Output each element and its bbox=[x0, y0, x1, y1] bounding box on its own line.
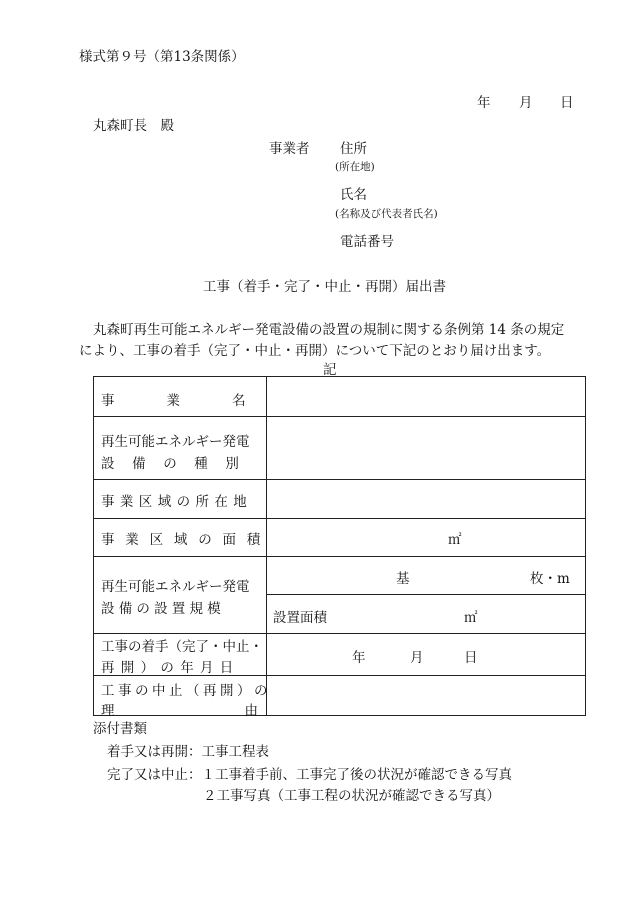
ki-heading: 記 bbox=[323, 362, 337, 378]
row-equipment-type-label-2: 設備の種別 bbox=[101, 456, 257, 472]
row-date-label-1: 工事の着手（完了・中止・ bbox=[101, 639, 263, 655]
date-day: 日 bbox=[464, 650, 478, 666]
attachments-heading: 添付書類 bbox=[93, 721, 147, 737]
notification-table bbox=[93, 376, 586, 719]
date-year: 年 bbox=[352, 650, 366, 666]
address-label: 住所 bbox=[340, 141, 367, 157]
row-reason-label-2: 理由 bbox=[101, 703, 388, 719]
scale-units-panels: 枚・m bbox=[530, 571, 570, 587]
row-project-name-label bbox=[101, 389, 298, 409]
row-reason-label-2-wrap bbox=[101, 699, 388, 719]
row-scale-label-2: 設備の設置規模 bbox=[101, 601, 225, 617]
row-scale-label-1: 再生可能エネルギー発電 bbox=[101, 579, 250, 595]
header-day: 日 bbox=[560, 95, 574, 111]
form-number: 様式第９号（第13条関係） bbox=[79, 49, 245, 65]
body-line-1: 丸森町再生可能エネルギー発電設備の設置の規制に関する条例第 14 条の規定 bbox=[93, 322, 565, 338]
name-label: 氏名 bbox=[340, 187, 367, 203]
reason-input[interactable] bbox=[267, 676, 585, 715]
attachment-item-3: ２工事写真（工事工程の状況が確認できる写真） bbox=[203, 788, 500, 804]
attachment-item-2: 完了又は中止：１工事着手前、工事完了後の状況が確認できる写真 bbox=[107, 767, 512, 783]
row-area-label: 事業区域の面積 bbox=[101, 532, 272, 548]
scale-units-base: 基 bbox=[396, 571, 410, 587]
applicant-label: 事業者 bbox=[269, 141, 310, 157]
project-name-input[interactable] bbox=[267, 377, 585, 416]
phone-label: 電話番号 bbox=[340, 234, 394, 250]
date-month: 月 bbox=[410, 650, 424, 666]
equipment-type-input[interactable] bbox=[267, 417, 585, 479]
addressee: 丸森町長 殿 bbox=[93, 118, 174, 134]
location-input[interactable] bbox=[267, 480, 585, 518]
row-date-label-2: 再開）の年月日 bbox=[101, 660, 240, 676]
body-line-2: により、工事の着手（完了・中止・再開）について下記のとおり届け出ます。 bbox=[79, 343, 551, 359]
row-reason-label-1: 工事の中止（再開）の bbox=[101, 683, 271, 699]
address-note: (所在地) bbox=[335, 161, 375, 173]
name-note: (名称及び代表者氏名) bbox=[335, 208, 438, 220]
area-unit: ㎡ bbox=[448, 532, 462, 548]
header-year: 年 bbox=[477, 95, 491, 111]
document-title: 工事（着手・完了・中止・再開）届出書 bbox=[203, 279, 446, 295]
header-month: 月 bbox=[519, 95, 533, 111]
installation-area-label: 設置面積 bbox=[273, 610, 327, 626]
installation-area-unit: ㎡ bbox=[464, 610, 478, 626]
row-location-label: 事業区域の所在地 bbox=[101, 494, 253, 510]
row-equipment-type-label-1: 再生可能エネルギー発電 bbox=[101, 434, 250, 450]
attachment-item-1: 着手又は再開：工事工程表 bbox=[107, 744, 269, 760]
row-project-name-text: 事業名 bbox=[101, 393, 298, 409]
